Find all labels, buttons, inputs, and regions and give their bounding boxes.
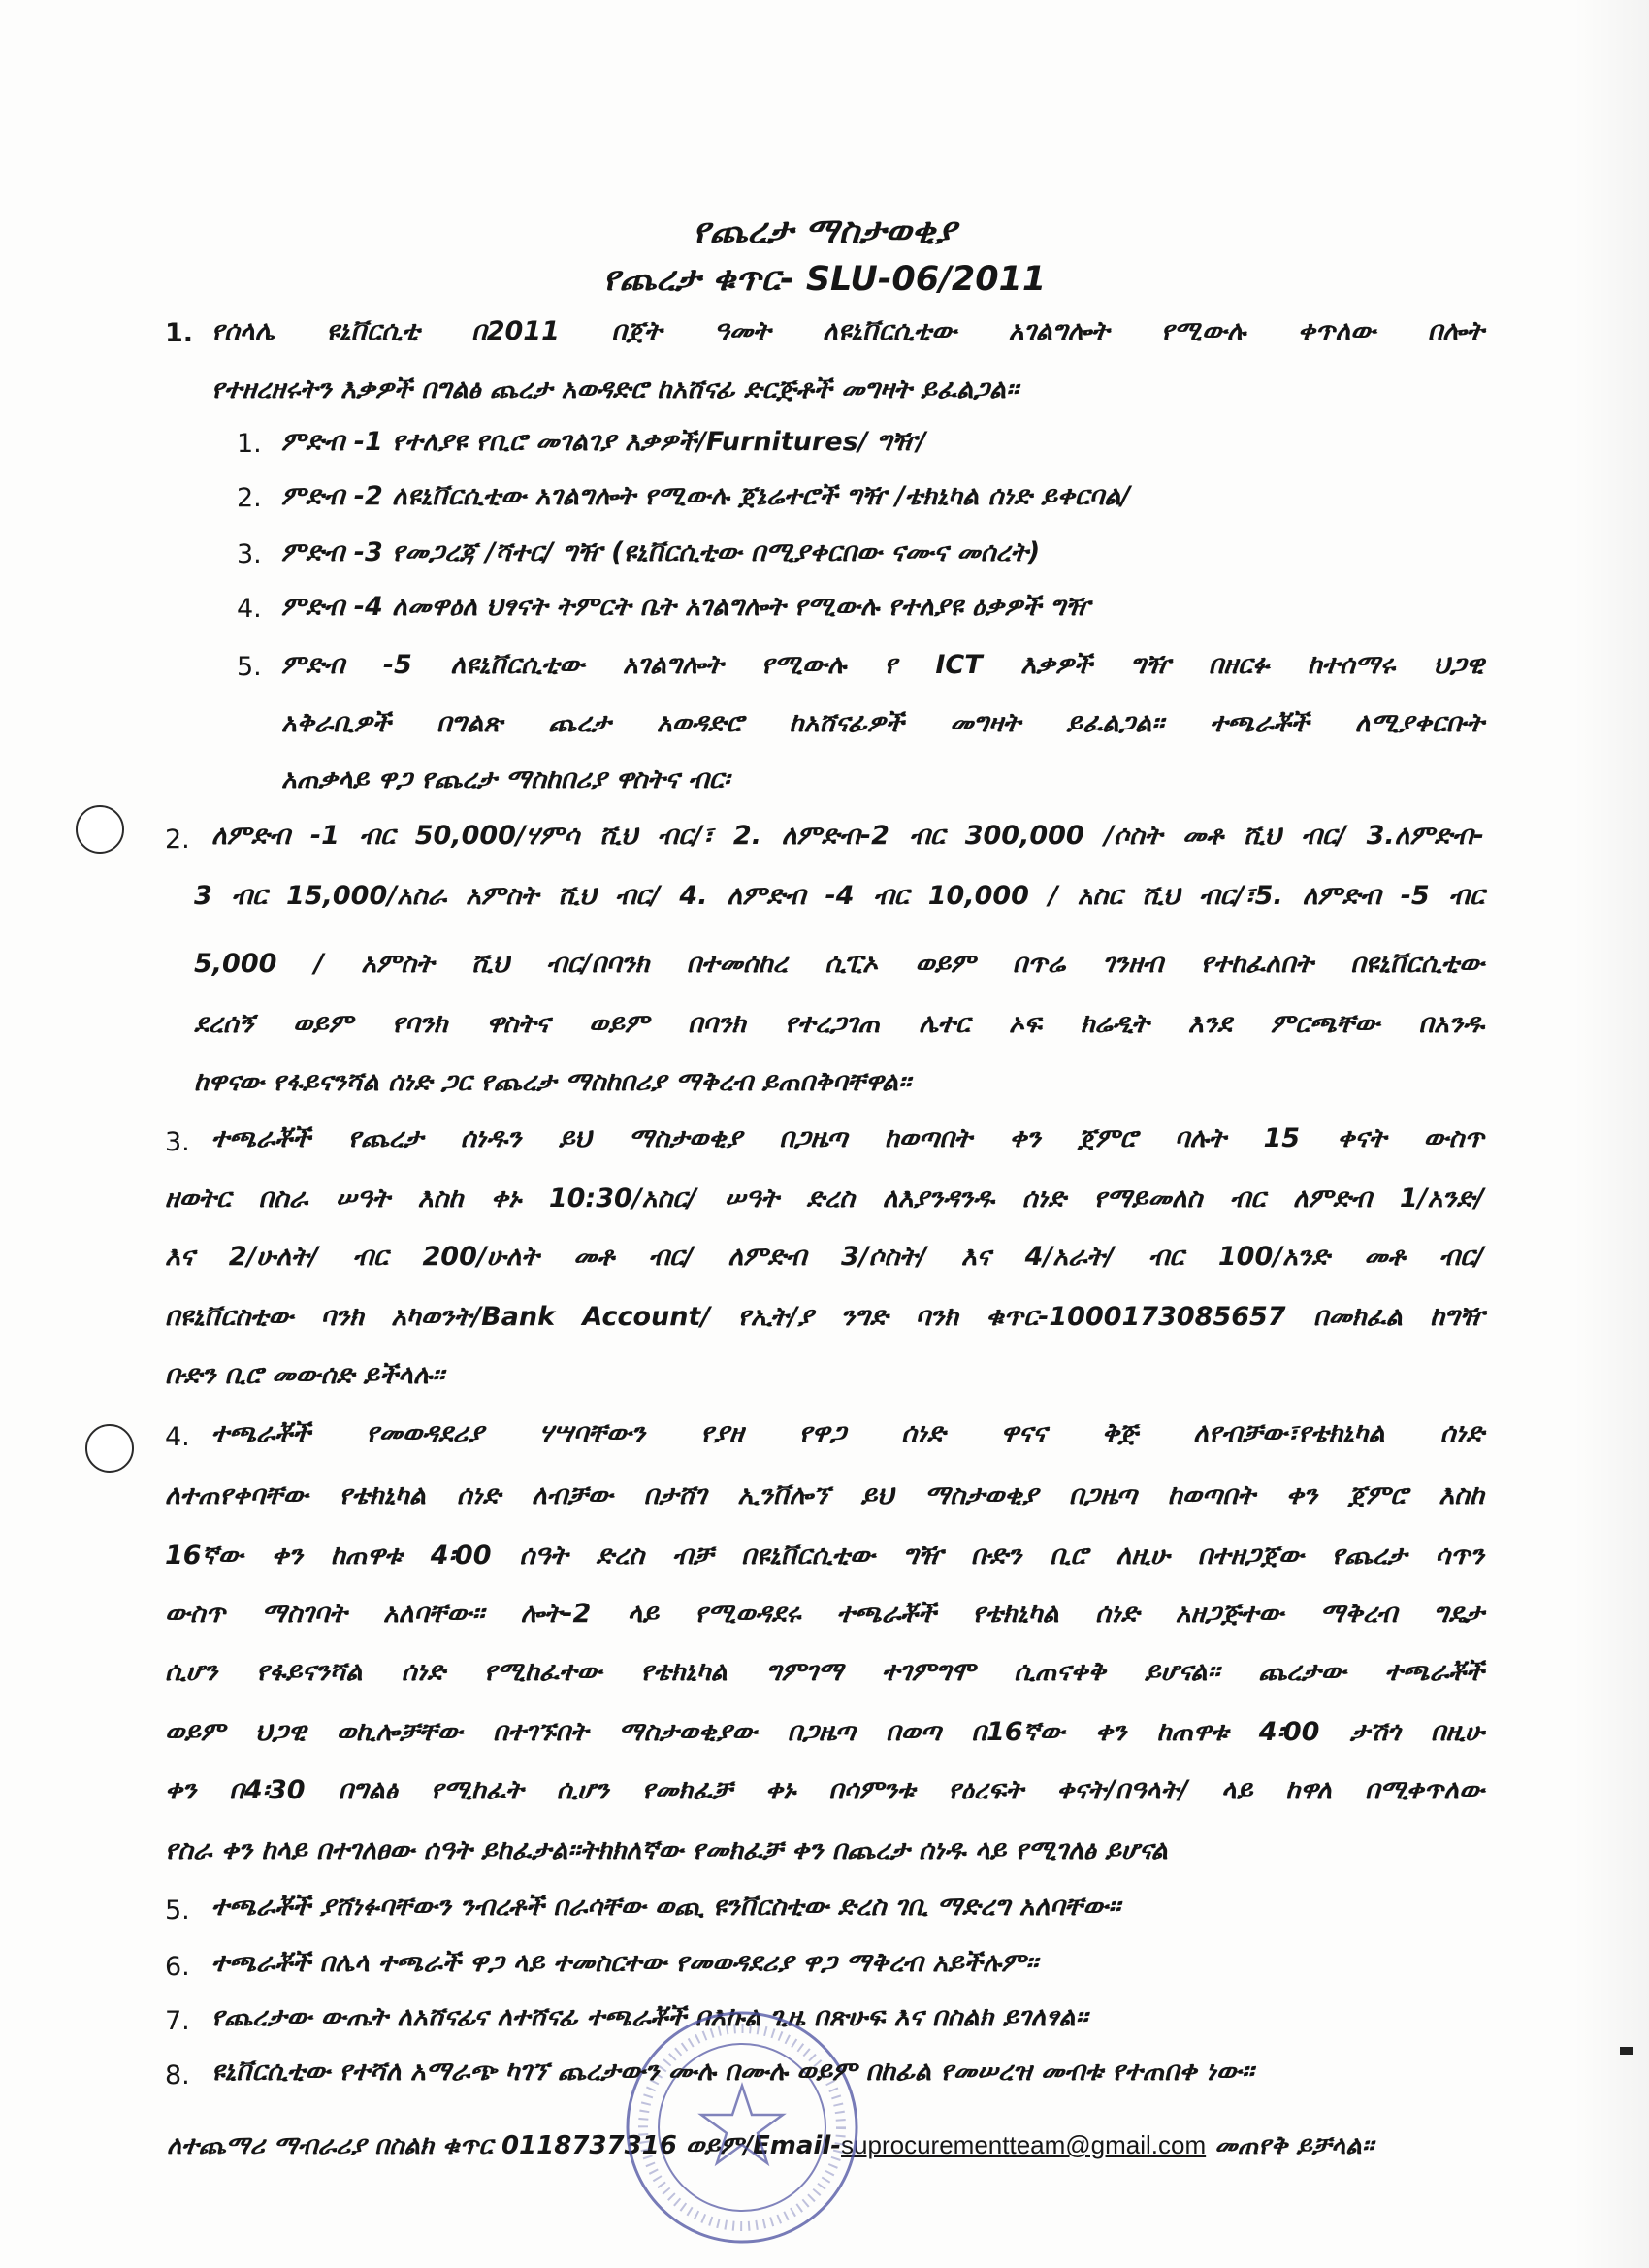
item-number-2: 2. — [165, 825, 190, 855]
item-3-line-5: ቡድን ቢሮ መውሰድ ይችላሉ፡፡ — [165, 1360, 444, 1390]
item-2-line-2: 3 ብር 15,000/አስራ አምስት ሺህ ብር/ 4. ለምድብ -4 ብር 10,000 / አስር ሺህ ብር/፣5. ለምድብ -5 ብር — [194, 881, 1484, 911]
item-6-line-1: ተጫራቾች በሌላ ተጫራች ዋጋ ላይ ተመስርተው የመወዳደሪያ ዋጋ ማቅረብ አይችሉም፡፡ — [211, 1948, 1039, 1978]
lot-number-3: 3. — [237, 539, 262, 569]
lot-5-line-3: አጠቃላይ ዋጋ የጨረታ ማስከበሪያ ዋስትና ብር፡ — [281, 764, 730, 794]
item-number-5: 5. — [165, 1895, 190, 1926]
lot-1-text: ምድብ -1 የተለያዩ የቢሮ መገልገያ እቃዎች/Furnitures/ ግዥ/ — [281, 427, 926, 457]
contact-email[interactable]: suprocurementteam@gmail.com — [841, 2130, 1207, 2159]
item-number-7: 7. — [165, 2006, 190, 2036]
contact-suffix: መጠየቅ ይቻላል፡፡ — [1206, 2131, 1374, 2160]
item-number-4: 4. — [165, 1422, 190, 1452]
item-2-line-4: ደረሰኝ ወይም የባንክ ዋስትና ወይም በባንክ የተረጋገጠ ሌተር ኦፍ ክሬዲት እንደ ምርጫቸው በአንዱ — [194, 1009, 1484, 1039]
punch-hole-bottom — [85, 1424, 134, 1473]
item-4-line-6: ወይም ህጋዊ ወኪሎቻቸው በተገኙበት ማስታወቂያው በጋዜጣ በወጣ በ16ኛው ቀን ከጠዋቱ 4፡00 ታሽጎ በዚሁ — [165, 1717, 1484, 1747]
lot-number-2: 2. — [237, 483, 262, 513]
item-4-line-8: የስራ ቀን ከላይ በተገለፀው ሰዓት ይከፈታል፡፡ትክክለኛው የመክፈቻ ቀን በጨረታ ሰነዱ ላይ የሚገለፅ ይሆናል — [165, 1835, 1168, 1865]
item-1-line-1: የሰላሌ ዩኒቨርሲቲ በ2011 በጀት ዓመት ለዩኒቨርሲቲው አገልግሎት የሚውሉ ቀጥለው በሎት — [211, 316, 1484, 346]
item-4-line-5: ሲሆን የፋይናንሻል ሰነድ የሚከፈተው የቴክኒካል ግምገማ ተገምግሞ ሲጠናቀቅ ይሆናል፡፡ ጨረታው ተጫራቾች — [165, 1657, 1484, 1687]
item-2-line-5: ከዋናው የፋይናንሻል ሰነድ ጋር የጨረታ ማስከበሪያ ማቅረብ ይጠበቅባቸዋል፡፡ — [194, 1067, 911, 1097]
item-2-line-3: 5,000 / አምስት ሺህ ብር/በባንክ በተመሰከረ ሲፒኦ ወይም በጥሬ ገንዘብ የተከፈለበት በዩኒቨርሲቲው — [194, 949, 1484, 979]
item-4-line-1: ተጫራቾች የመወዳደሪያ ሃሣባቸውን የያዘ የዋጋ ሰነድ ዋናና ቅጅ ለየብቻው፣የቴክኒካል ሰነድ — [211, 1418, 1484, 1448]
lot-5-line-2: አቅራቢዎች በግልጽ ጨረታ አወዳድሮ ከአሸናፊዎች መግዛት ይፈልጋል፡፡ ተጫራቾች ለሚያቀርቡት — [281, 708, 1484, 738]
lot-number-4: 4. — [237, 594, 262, 624]
lot-4-text: ምድብ -4 ለመዋዕለ ህፃናት ትምርት ቤት አገልግሎት የሚውሉ የተለያዩ ዕቃዎች ግዥ — [281, 592, 1090, 622]
notice-title: የጨረታ ማስታወቂያ — [693, 211, 956, 251]
lot-number-1: 1. — [237, 429, 262, 459]
item-4-line-3: 16ኛው ቀን ከጠዋቱ 4፡00 ሰዓት ድረስ ብቻ በዩኒቨርሲቲው ግዥ ቡድን ቢሮ ለዚሁ በተዘጋጀው የጨረታ ሳጥን — [165, 1540, 1484, 1571]
item-number-6: 6. — [165, 1952, 190, 1982]
lot-3-text: ምድብ -3 የመጋረጃ /ሻተር/ ግዥ (ዩኒቨርሲቲው በሚያቀርበው ናሙና መሰረት) — [281, 537, 1041, 567]
lot-number-5: 5. — [237, 652, 262, 682]
item-3-line-1: ተጫራቾች የጨረታ ሰነዱን ይህ ማስታወቂያ በጋዜጣ ከወጣበት ቀን ጀምሮ ባሉት 15 ቀናት ውስጥ — [211, 1123, 1484, 1153]
scan-shadow — [1573, 0, 1649, 2268]
item-number-8: 8. — [165, 2060, 190, 2090]
lot-5-text: ምድብ -5 ለዩኒቨርሲቲው አገልግሎት የሚውሉ የ ICT እቃዎች ግዥ በዘርፉ ከተሰማሩ ህጋዊ — [281, 650, 1484, 680]
edge-mark — [1620, 2047, 1633, 2055]
item-8-line-1: ዩኒቨርሲቲው የተሻለ አማራጭ ካገኘ ጨረታውን ሙሉ በሙሉ ወይም በከፊል የመሠረዝ መብቱ የተጠበቀ ነው፡፡ — [211, 2057, 1254, 2087]
punch-hole-top — [76, 805, 124, 854]
item-3-line-3: እና 2/ሁለት/ ብር 200/ሁለት መቶ ብር/ ለምድብ 3/ሶስት/ እና 4/አራት/ ብር 100/አንድ መቶ ብር/ — [165, 1242, 1484, 1272]
item-5-line-1: ተጫራቾች ያሸነፉባቸውን ንብረቶች በራሳቸው ወጪ ዩንቨርስቲው ድረስ ገቢ ማድረግ አለባቸው፡፡ — [211, 1892, 1120, 1922]
official-seal — [621, 2006, 863, 2249]
item-3-line-2: ዘወትር በስራ ሠዓት እስከ ቀኑ 10:30/አስር/ ሠዓት ድረስ ለእያንዳንዱ ሰነድ የማይመለስ ብር ለምድብ 1/አንድ/ — [165, 1183, 1484, 1214]
item-7-line-1: የጨረታው ውጤት ለአሸናፊና ለተሸናፊ ተጫራቾች በእኩል ጊዜ በጽሁፍ እና በስልክ ይገለፃል፡፡ — [211, 2002, 1088, 2032]
item-4-line-7: ቀን በ4፡30 በግልፅ የሚከፈት ሲሆን የመክፈቻ ቀኑ በሳምንቱ የዕረፍት ቀናት/በዓላት/ ላይ ከዋለ በሚቀጥለው — [165, 1775, 1484, 1805]
item-1-line-2: የተዘረዘሩትን እቃዎች በግልፅ ጨረታ አወዳድሮ ከአሸናፊ ድርጅቶች መግዛት ይፈልጋል፡፡ — [211, 374, 1018, 405]
item-4-line-2: ለተጠየቀባቸው የቴክኒካል ሰነድ ለብቻው በታሸገ ኢንቨሎኘ ይህ ማስታወቂያ በጋዜጣ ከወጣበት ቀን ጀምሮ እስከ — [165, 1480, 1484, 1510]
item-2-line-1: ለምድብ -1 ብር 50,000/ሃምሳ ሺህ ብር/፣ 2. ለምድብ-2 ብር 300,000 /ሶስት መቶ ሺህ ብር/ 3.ለምድብ- — [211, 821, 1484, 851]
item-4-line-4: ውስጥ ማስገባት አለባቸው፡፡ ሎት-2 ላይ የሚወዳደሩ ተጫራቾች የቴክኒካል ሰነድ አዘጋጅተው ማቅረብ ግዴታ — [165, 1599, 1484, 1629]
lot-2-text: ምድብ -2 ለዩኒቨርሲቲው አገልግሎት የሚውሉ ጀኔሬተሮች ግዥ /ቴክኒካል ሰነድ ይቀርባል/ — [281, 481, 1131, 511]
item-number-1: 1. — [165, 318, 194, 348]
contact-prefix: ለተጨማሪ ማብራሪያ በስልክ ቁጥር 0118737316 ወይም/Email- — [167, 2131, 842, 2160]
item-number-3: 3. — [165, 1127, 190, 1157]
bid-number: የጨረታ ቁጥር- SLU-06/2011 — [602, 260, 1047, 299]
item-3-line-4: በዩኒቨርስቲው ባንክ አካወንት/Bank Account/ የኢት/ያ ንግድ ባንክ ቁጥር-1000173085657 በመክፈል ከግዥ — [165, 1302, 1484, 1332]
